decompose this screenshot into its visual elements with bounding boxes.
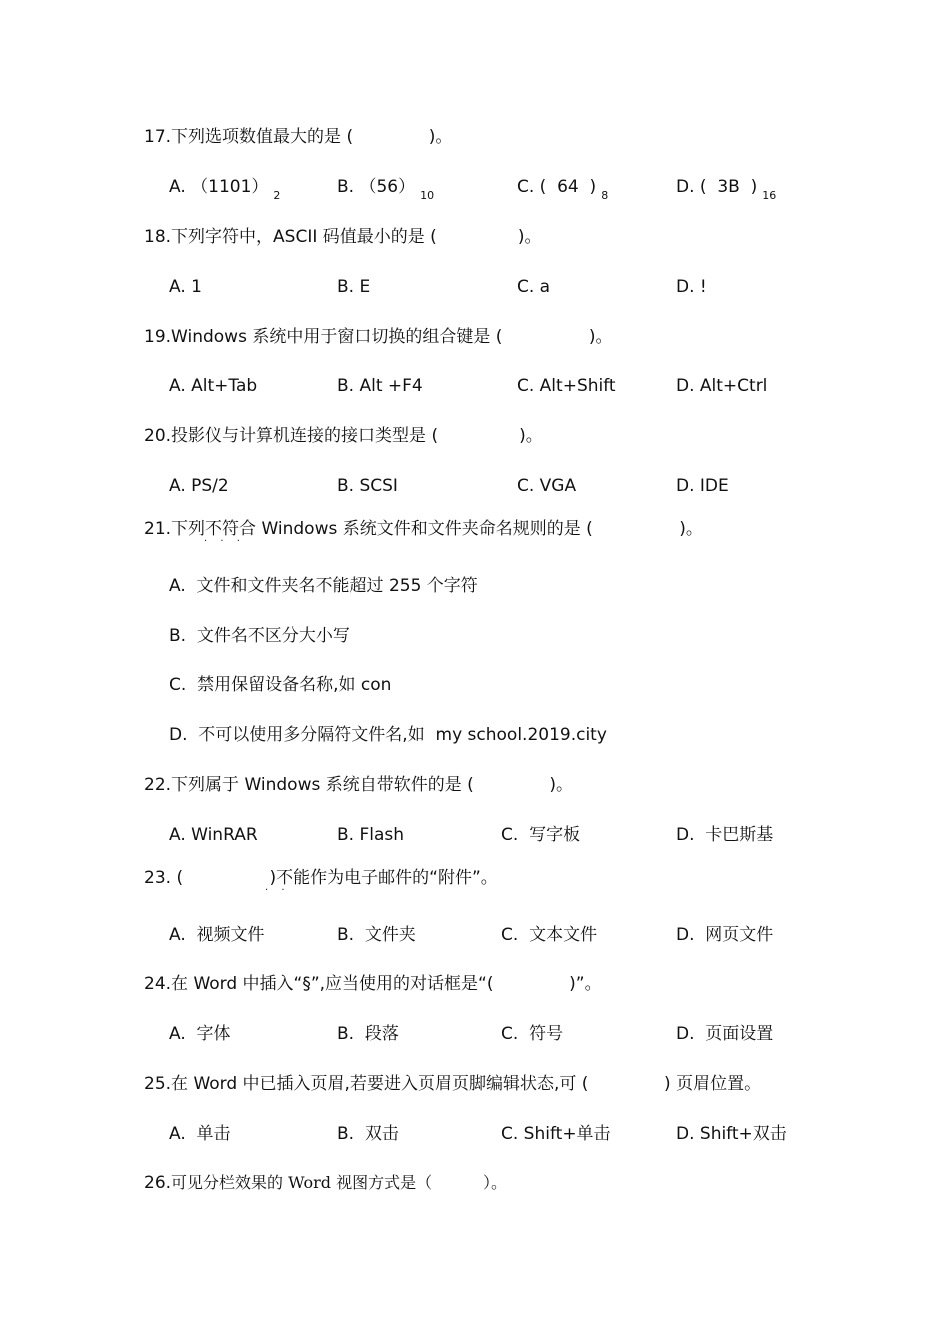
option-18-c: C. a [517, 277, 551, 297]
option-21-a: A. 文件和文件夹名不能超过 255 个字符 [169, 576, 478, 596]
option-25-c: C. Shift+单击 [501, 1124, 611, 1144]
option-19-c: C. Alt+Shift [517, 376, 616, 396]
option-18-d: D. ! [676, 277, 707, 297]
question-25: 25.在 Word 中已插入页眉,若要进入页眉页脚编辑状态,可 ( ) 页眉位置。 [144, 1074, 762, 1094]
option-25-b: B. 双击 [337, 1124, 399, 1144]
question-21: 21.下列不符合 Windows 系统文件和文件夹命名规则的是 ( )。 [144, 519, 703, 539]
option-19-a: A. Alt+Tab [169, 376, 258, 396]
option-20-c: C. VGA [517, 476, 577, 496]
option-23-d: D. 网页文件 [676, 925, 774, 945]
question-22: 22.下列属于 Windows 系统自带软件的是 ( )。 [144, 775, 574, 795]
option-17-a: A. （1101） $_2$ [169, 177, 281, 202]
question-26 [144, 1175, 507, 1192]
question-18: 18.下列字符中，ASCII 码值最小的是 ( )。 [144, 227, 542, 247]
option-17-d: D. ( 3B ) $_{16}$ [676, 177, 777, 202]
option-17-c: C. ( 64 ) $_8$ [517, 177, 609, 202]
option-21-d: D. 不可以使用多分隔符文件名,如 my school.2019.city [169, 725, 607, 745]
option-24-d: D. 页面设置 [676, 1024, 774, 1044]
option-19-d: D. Alt+Ctrl [676, 376, 768, 396]
option-20-a: A. PS/2 [169, 476, 229, 496]
question-20: 20.投影仪与计算机连接的接口类型是 ( )。 [144, 426, 543, 446]
option-23-a: A. 视频文件 [169, 925, 265, 945]
emphasis-dots: · · · [204, 536, 245, 547]
option-25-a: A. 单击 [169, 1124, 231, 1144]
option-22-a: A. WinRAR [169, 825, 258, 845]
option-21-b: B. 文件名不区分大小写 [169, 626, 350, 646]
question-26-number: 26. [144, 1173, 172, 1193]
question-24: 24.在 Word 中插入“§”,应当使用的对话框是“( )”。 [144, 974, 602, 994]
option-22-b: B. Flash [337, 825, 405, 845]
question-17: 17.下列选项数值最大的是 ( )。 [144, 127, 453, 147]
question-23: 23. ( )不能作为电子邮件的“附件”。 [144, 868, 498, 888]
option-23-c: C. 文本文件 [501, 925, 598, 945]
emphasis-dots: · · [265, 885, 290, 896]
option-21-c: C. 禁用保留设备名称,如 con [169, 675, 392, 695]
option-17-b: B. （56） $_{10}$ [337, 177, 435, 202]
option-25-d: D. Shift+双击 [676, 1124, 787, 1144]
option-18-b: B. E [337, 277, 371, 297]
option-24-b: B. 段落 [337, 1024, 399, 1044]
option-20-b: B. SCSI [337, 476, 398, 496]
option-22-d: D. 卡巴斯基 [676, 825, 774, 845]
option-24-c: C. 符号 [501, 1024, 564, 1044]
option-19-b: B. Alt +F4 [337, 376, 423, 396]
question-26-text: 可见分栏效果的 Word 视图方式是（ ）。 [171, 1173, 507, 1192]
option-22-c: C. 写字板 [501, 825, 581, 845]
option-18-a: A. 1 [169, 277, 202, 297]
question-19: 19.Windows 系统中用于窗口切换的组合键是 ( )。 [144, 327, 613, 347]
option-20-d: D. IDE [676, 476, 729, 496]
option-24-a: A. 字体 [169, 1024, 231, 1044]
option-23-b: B. 文件夹 [337, 925, 416, 945]
